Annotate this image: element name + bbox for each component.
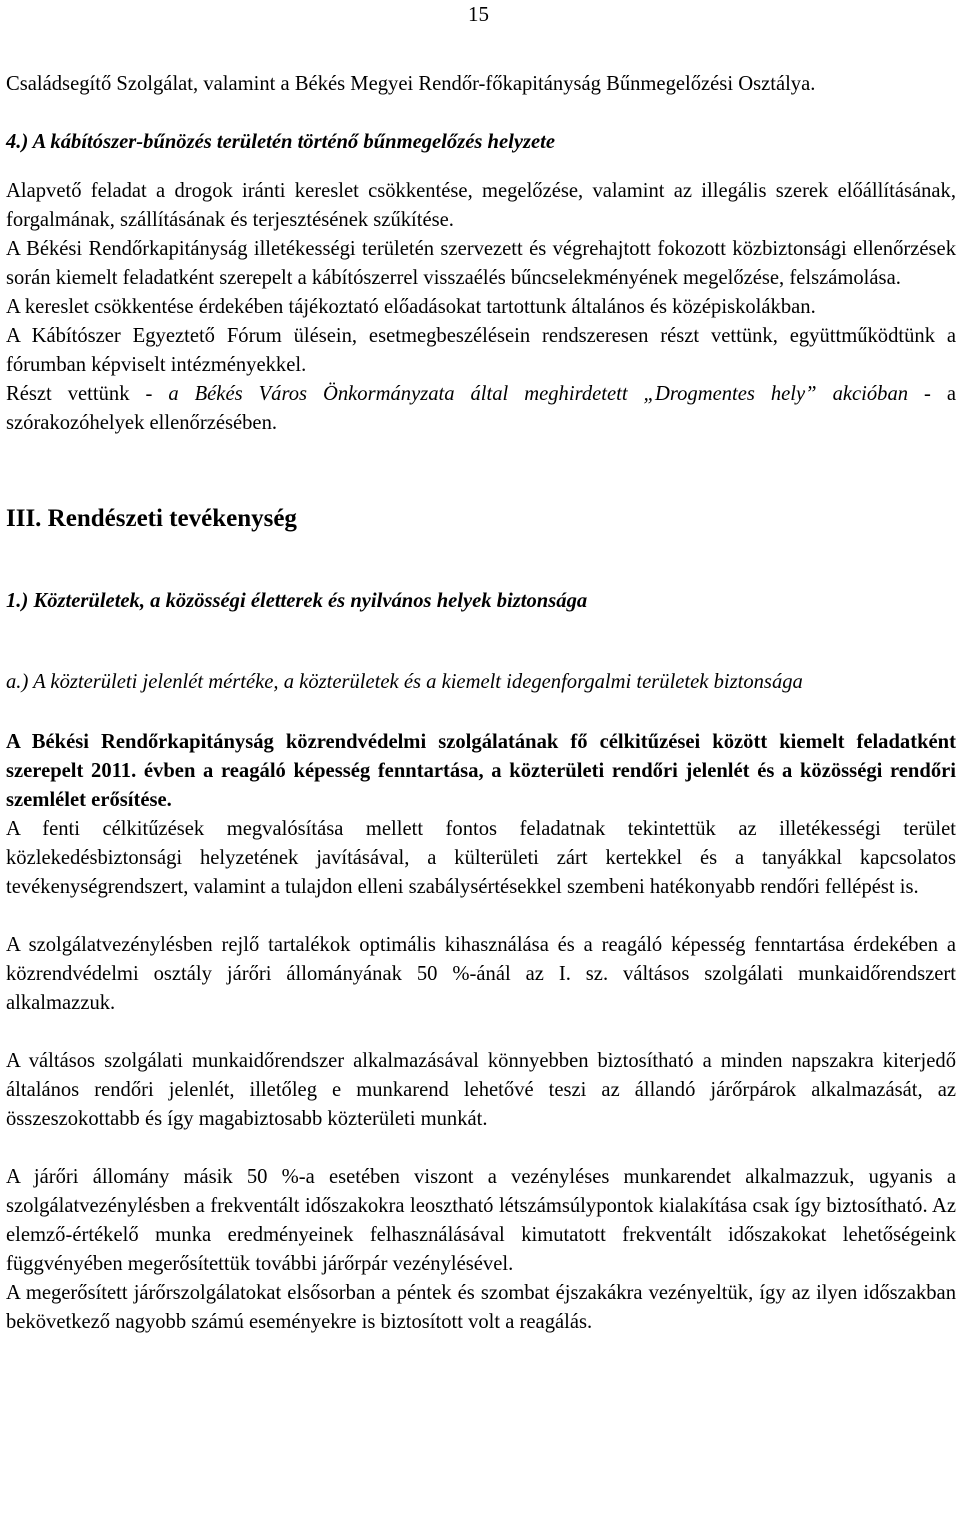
paragraph-drug-forum: A Kábítószer Egyeztető Fórum ülésein, esetmegbeszélésein rendszeresen részt vettünk, együttműködtünk a fórumban képviselt intézményekkel. bbox=[6, 325, 956, 376]
paragraph-drug-action bbox=[6, 380, 956, 438]
paragraph-intro-tail: Családsegítő Szolgálat, valamint a Békés Megyei Rendőr-főkapitányság Bűnmegelőzési Osztálya. bbox=[6, 73, 816, 95]
paragraph-weekend-patrols: A megerősített járőrszolgálatokat elsősorban a péntek és szombat éjszakákra vezényeltük, így az ilyen időszakban bekövetkező nagyobb számú eseményekre is biztosított volt a reagálás. bbox=[6, 1282, 956, 1333]
drug-action-text-start: Részt vettünk - bbox=[6, 383, 169, 405]
heading-drug-crime: 4.) A kábítószer-bűnözés területén történő bűnmegelőzés helyzete bbox=[6, 131, 555, 153]
heading-public-presence: a.) A közterületi jelenlét mértéke, a közterületek és a kiemelt idegenforgalmi területek biztonsága bbox=[6, 671, 803, 693]
paragraph-goals-detail: A fenti célkitűzések megvalósítása mellett fontos feladatnak tekintettük az illetékességi terület közlekedésbiztonsági helyzetének javításával, a külterületi zárt kertekkel és a tanyákkal kapcsolatos tevékenységrendszert, valamint a tulajdon elleni szabálysértésekkel szembeni hatékonyabb rendőri fellépést is. bbox=[6, 818, 956, 898]
paragraph-drug-task: Alapvető feladat a drogok iránti kereslet csökkentése, megelőzése, valamint az illegális szerek előállításának, forgalmának, szállításának és terjesztésének szűkítése. bbox=[6, 180, 956, 231]
drug-action-italic: a Békés Város Önkormányzata által meghirdetett „Drogmentes hely” akcióban bbox=[168, 383, 909, 405]
page-content bbox=[6, 70, 956, 1337]
paragraph-other-half: A járőri állomány másik 50 %-a esetében viszont a vezényléses munkarendet alkalmazzuk, ugyanis a szolgálatvezénylésben a frekventált időszakokra leosztható létszámsúlypontok kialakítása csak így biztosítható. Az elemző-értékelő munka eredményeinek felhasználásával kimutatott frekventált időszakokat lehetőségeink függvényében megerősítettük további járőrpár vezénylésével. bbox=[6, 1166, 956, 1275]
paragraph-reserves: A szolgálatvezénylésben rejlő tartalékok optimális kihasználása és a reagáló képesség fenntartása érdekében a közrendvédelmi osztály járőri állományának 50 %-ánál az I. sz. váltásos szolgálati munkaidőrendszert alkalmazzuk. bbox=[6, 934, 956, 1014]
paragraph-drug-checks: A Békési Rendőrkapitányság illetékességi területén szervezett és végrehajtott fokozott közbiztonsági ellenőrzések során kiemelt feladatként szerepelt a kábítószerrel visszaélés bűncselekményének megelőzése, felszámolása. bbox=[6, 238, 956, 289]
drug-action-text-end: - a szórakozóhelyek ellenőrzésében. bbox=[6, 383, 957, 434]
heading-section-3: III. Rendészeti tevékenység bbox=[6, 505, 297, 532]
paragraph-drug-lectures: A kereslet csökkentése érdekében tájékoztató előadásokat tartottunk általános és középiskolákban. bbox=[6, 296, 816, 318]
page-number: 15 bbox=[468, 2, 489, 26]
paragraph-main-goals: A Békési Rendőrkapitányság közrendvédelmi szolgálatának fő célkitűzései között kiemelt feladatként szerepelt 2011. évben a reagáló képesség fenntartása, a közterületi rendőri jelenlét és a közösségi rendőri szemlélet erősítése. bbox=[6, 731, 956, 811]
heading-public-areas: 1.) Közterületek, a közösségi életterek és nyilvános helyek biztonsága bbox=[6, 590, 588, 612]
paragraph-shift-system: A váltásos szolgálati munkaidőrendszer alkalmazásával könnyebben biztosítható a minden napszakra kiterjedő általános rendőri jelenlét, illetőleg e munkarend lehetővé teszi az állandó járőrpárok alkalmazását, az összeszokottabb és így magabiztosabb közterületi munkát. bbox=[6, 1050, 956, 1130]
